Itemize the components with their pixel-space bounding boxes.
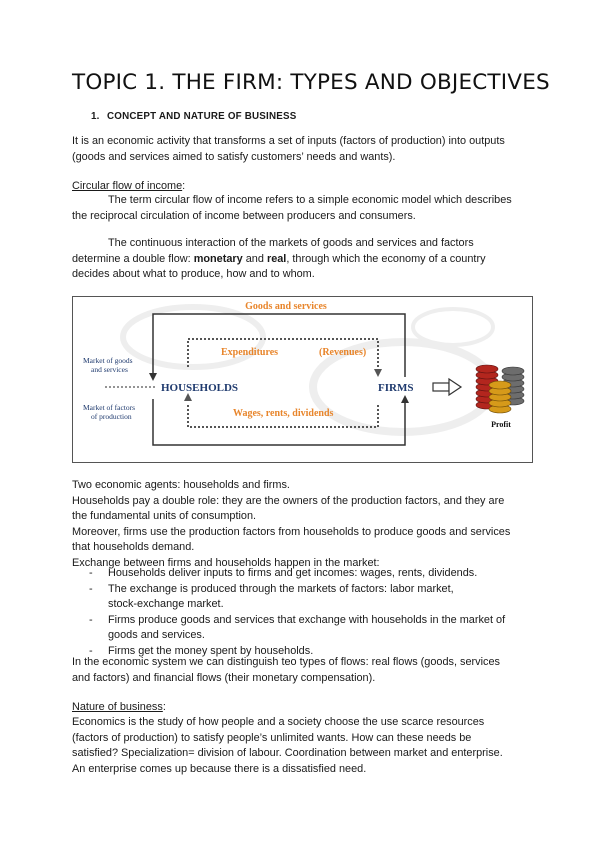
list-item-line: goods and services. <box>108 629 205 641</box>
intro-line: (goods and services aimed to satisfy customers’ needs and wants). <box>72 150 396 163</box>
goods-services-label: Goods and services <box>245 301 327 312</box>
page-title: TOPIC 1. THE FIRM: TYPES AND OBJECTIVES <box>72 70 550 95</box>
paragraph-line: the reciprocal circulation of income between producers and consumers. <box>72 209 416 222</box>
paragraph-line <box>72 252 532 268</box>
households-label: HOUSEHOLDS <box>161 382 239 394</box>
paragraph-line: (factors of production) to satisfy people’s unlimited wants. How can these needs be <box>72 731 472 744</box>
agents-paragraph <box>72 478 532 571</box>
expenditures-label: Expenditures <box>221 347 279 358</box>
list-item-line: - Firms produce goods and services that exchange with households in the market of <box>108 613 506 626</box>
bold-real: real <box>266 252 287 265</box>
paragraph-line: satisfied? Specialization= division of labour. Coordination between market and enterprise. <box>72 747 503 759</box>
heading-colon: : <box>162 701 166 713</box>
coins-icon <box>476 365 524 413</box>
text-run: , through which the economy of a country <box>286 252 486 265</box>
list-item-line: - The exchange is produced through the markets of factors: labor market, <box>108 582 454 595</box>
flows-paragraph <box>72 655 532 686</box>
paragraph-line: The term circular flow of income refers to a simple economic model which describes <box>108 194 512 206</box>
paragraph-line: The continuous interaction of the markets of goods and services and factors <box>108 237 474 249</box>
paragraph-line: Economics is the study of how people and a society choose the use scarce resources <box>72 716 485 728</box>
heading-colon: : <box>182 180 186 192</box>
paragraph-line: the fundamental units of consumption. <box>72 510 257 522</box>
section-number: 1. <box>91 111 100 122</box>
text-run: determine a double flow: <box>72 252 194 265</box>
paragraph-line: Exchange between firms and households happen in the market: <box>72 556 380 569</box>
paragraph-line: Moreover, firms use the production factors from households to produce goods and services <box>72 525 511 538</box>
factors-flow-line-bottom <box>153 399 405 445</box>
market-goods-label: and services <box>91 365 128 374</box>
exchange-list <box>72 566 532 659</box>
paragraph-line: that households demand. <box>72 541 195 553</box>
wages-label: Wages, rents, dividends <box>233 408 334 419</box>
list-item <box>72 582 532 613</box>
nature-heading-text: Nature of business <box>72 701 163 713</box>
nature-heading <box>72 700 532 716</box>
paragraph-line: In the economic system we can distinguish teo types of flows: real flows (goods, services <box>72 656 500 668</box>
paragraph-line: and factors) and financial flows (their monetary compensation). <box>72 671 376 684</box>
list-item-line: stock-exchange market. <box>108 598 224 610</box>
market-goods-label: Market of goods <box>83 356 133 365</box>
nature-paragraph <box>72 715 532 777</box>
down-arrow-icon <box>374 369 382 377</box>
profit-label: Profit <box>491 420 511 429</box>
circular-flow-diagram <box>72 296 533 463</box>
paragraph-line: An enterprise comes up because there is a dissatisfied need. <box>72 762 367 775</box>
circular-flow-heading-text: Circular flow of income <box>72 180 183 192</box>
circular-flow-paragraph-1 <box>72 193 532 224</box>
paragraph-line: Households pay a double role: they are the owners of the production factors, and they are <box>72 494 505 507</box>
paragraph-line: decides about what to produce, how and to whom. <box>72 268 315 280</box>
up-arrow-icon <box>184 393 192 401</box>
market-factors-label: of production <box>91 412 132 421</box>
intro-paragraph <box>72 134 532 165</box>
list-item <box>72 566 532 582</box>
circular-flow-paragraph-2 <box>72 236 532 283</box>
paragraph-line: Two economic agents: households and firms. <box>72 479 290 491</box>
bold-monetary: monetary <box>193 252 243 265</box>
circular-flow-diagram-svg <box>73 297 532 462</box>
right-arrow-icon <box>433 379 461 395</box>
down-arrow-icon <box>149 373 157 381</box>
firms-label: FIRMS <box>378 382 414 394</box>
section-heading-text: CONCEPT AND NATURE OF BUSINESS <box>107 111 297 122</box>
list-item-line: - Firms get the money spent by households. <box>108 644 314 657</box>
revenues-label: (Revenues) <box>319 347 367 358</box>
market-factors-label: Market of factors <box>83 403 136 412</box>
list-item-line: - Households deliver inputs to firms and get incomes: wages, rents, dividends. <box>108 567 478 579</box>
intro-line: It is an economic activity that transforms a set of inputs (factors of production) into outputs <box>72 135 505 147</box>
section-heading <box>91 111 296 122</box>
list-item <box>72 613 532 644</box>
up-arrow-icon <box>401 395 409 403</box>
text-run: and <box>242 252 267 265</box>
